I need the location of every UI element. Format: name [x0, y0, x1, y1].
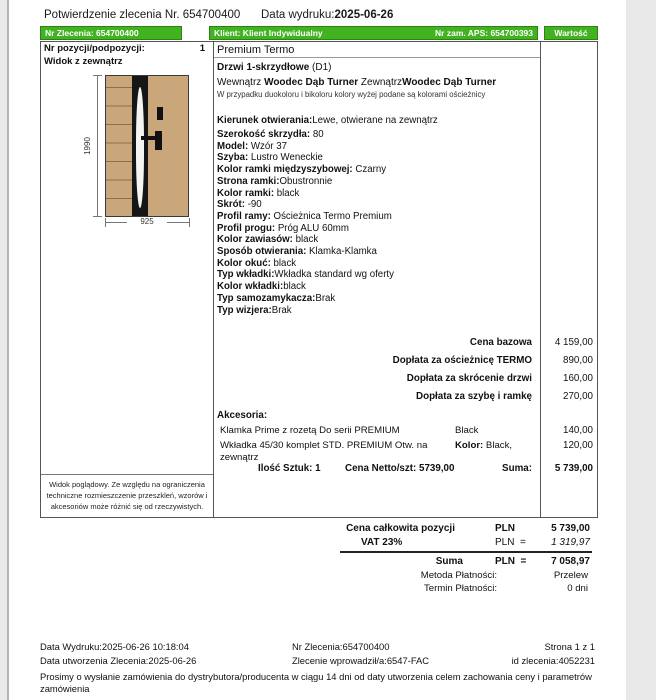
- column-separator: [213, 41, 214, 518]
- product-series: Premium Termo: [217, 44, 295, 56]
- footer-page-number: Strona 1 z 1: [544, 641, 595, 652]
- dimension-tick: [93, 75, 102, 76]
- position-number-row: [44, 43, 205, 54]
- spec-line: Typ wizjera:Brak: [217, 304, 292, 316]
- price-row-label: Dopłata za skrócenie drzwi: [406, 373, 532, 384]
- width-dimension: 925: [127, 217, 167, 226]
- spec-line: Profil progu: Próg ALU 60mm: [217, 222, 349, 234]
- accessory-color: Kolor: Black,: [455, 440, 513, 451]
- price-row-label: Dopłata za ościeżnicę TERMO: [392, 355, 532, 366]
- spec-line: Typ samozamykacza:Brak: [217, 292, 336, 304]
- door-handle-arm: [141, 136, 156, 140]
- position-number: 1: [199, 43, 205, 54]
- value-column-header: Wartość: [544, 26, 598, 40]
- accessories-title: Akcesoria:: [217, 410, 268, 421]
- series-separator: [214, 57, 540, 58]
- currency-label: PLN =: [495, 537, 526, 548]
- footer-note: Prosimy o wysłanie zamówienia do dystrybutora/producenta w ciągu 14 dni od daty utworzenia celem zachowania ceny i parametrów zamówienia: [40, 671, 592, 694]
- height-dimension: 1990: [83, 137, 92, 155]
- height-dimension-line: [97, 76, 98, 217]
- footer-entered-by: Zlecenie wprowadził/a:6547-FAC: [292, 655, 430, 666]
- dimension-tick: [189, 218, 190, 227]
- disclaimer-separator: [41, 474, 213, 475]
- door-glass: [136, 87, 144, 208]
- total-position-label: Cena całkowita pozycji: [346, 523, 455, 534]
- grand-total-value: 7 058,97: [551, 556, 590, 567]
- position-number-label: Nr pozycji/podpozycji:: [44, 43, 145, 54]
- footer-print-date: Data Wydruku:2025-06-26 10:18:04: [40, 641, 189, 652]
- quantity: Ilość Sztuk: 1: [258, 463, 321, 474]
- footer-order-no: Nr Zlecenia:654700400: [292, 641, 390, 652]
- spec-list: [217, 129, 394, 316]
- totals-divider: [340, 551, 592, 553]
- spec-line: Profil ramy: Ościeżnica Termo Premium: [217, 210, 392, 222]
- price-row-value: 160,00: [563, 373, 593, 384]
- spec-line: Kolor ramki: black: [217, 187, 300, 199]
- opening-direction: Kierunek otwierania:Lewe, otwierane na zewnątrz: [217, 115, 438, 126]
- aps-number: Nr zam. APS: 654700393: [435, 28, 533, 38]
- price-row-label: Dopłata za szybę i ramkę: [416, 391, 532, 402]
- position-sum-value: 5 739,00: [554, 463, 593, 474]
- price-row-label: Cena bazowa: [469, 337, 532, 348]
- payment-term-label: Termin Płatności:: [423, 583, 497, 594]
- currency-label: PLN: [495, 523, 515, 534]
- vat-label: VAT 23%: [361, 537, 403, 548]
- net-price: Cena Netto/szt: 5739,00: [345, 463, 455, 474]
- spec-line: Kolor ramki międzyszybowej: Czarny: [217, 164, 387, 176]
- spec-line: Kolor okuć: black: [217, 257, 297, 269]
- spec-line: Model: Wzór 37: [217, 140, 287, 152]
- dimension-tick: [105, 218, 106, 227]
- vat-value: 1 319,97: [551, 537, 590, 548]
- page-edge-line: [7, 0, 9, 700]
- spec-line: Szyba: Lustro Weneckie: [217, 152, 323, 164]
- payment-method-label: Metoda Płatności:: [420, 570, 497, 581]
- client-cell: [209, 26, 538, 40]
- grand-total-label: Suma: [435, 556, 463, 567]
- door-panel-grooves: [106, 76, 133, 216]
- currency-label: PLN =: [495, 556, 527, 567]
- spec-line: Typ wkładki:Wkładka standard wg oferty: [217, 269, 394, 281]
- door-peephole: [157, 107, 163, 120]
- accessory-value: 140,00: [563, 425, 593, 436]
- product-type: Drzwi 1-skrzydłowe (D1): [217, 62, 332, 73]
- total-position-value: 5 739,00: [551, 523, 590, 534]
- spec-line: Sposób otwierania: Klamka-Klamka: [217, 246, 377, 258]
- spec-line: Kolor wkładki:black: [217, 281, 306, 293]
- accessory-name: Wkładka 45/30 komplet STD. PREMIUM Otw. na zewnątrz: [220, 440, 428, 463]
- door-handle: [155, 131, 162, 150]
- accessory-value: 120,00: [563, 440, 593, 451]
- position-sum-label: Suma:: [502, 463, 532, 474]
- dimension-tick: [93, 216, 102, 217]
- print-date: Data wydruku:2025-06-26: [261, 9, 394, 21]
- spec-line: Szerokość skrzydła: 80: [217, 129, 324, 140]
- client-name: Klient: Klient Indywidualny: [214, 28, 323, 38]
- spec-line: Kolor zawiasów: black: [217, 234, 319, 246]
- view-disclaimer: Widok poglądowy. Ze względu na ograniczenia techniczne rozmieszczenie przeszkleń, wzorów i akcesoriów może różnić się od rzeczywistych.: [46, 480, 208, 511]
- payment-method-value: Przelew: [553, 570, 588, 581]
- view-label: Widok z zewnątrz: [44, 56, 123, 67]
- document-title-row: [44, 9, 394, 21]
- spec-line: Strona ramki:Obustronnie: [217, 175, 333, 187]
- product-colors: Wewnątrz Woodec Dąb Turner ZewnątrzWoodec Dąb Turner: [217, 77, 497, 88]
- accessory-color: Black: [455, 425, 479, 436]
- accessory-name: Klamka Prime z rozetą Do serii PREMIUM: [220, 425, 400, 436]
- price-row-value: 4 159,00: [554, 337, 593, 348]
- payment-term-value: 0 dni: [567, 583, 588, 594]
- price-row-value: 890,00: [563, 355, 593, 366]
- spec-line: Skrót: -90: [217, 199, 262, 211]
- footer-created-date: Data utworzenia Zlecenia:2025-06-26: [40, 655, 197, 666]
- document-title: Potwierdzenie zlecenia Nr. 654700400: [44, 9, 241, 21]
- order-number-cell: Nr Zlecenia: 654700400: [40, 26, 182, 40]
- color-note: W przypadku duokoloru i bikoloru kolory wyżej podane są kolorami ościeżnicy: [217, 90, 486, 99]
- price-row-value: 270,00: [563, 391, 593, 402]
- footer-order-id: id zlecenia:4052231: [511, 655, 595, 666]
